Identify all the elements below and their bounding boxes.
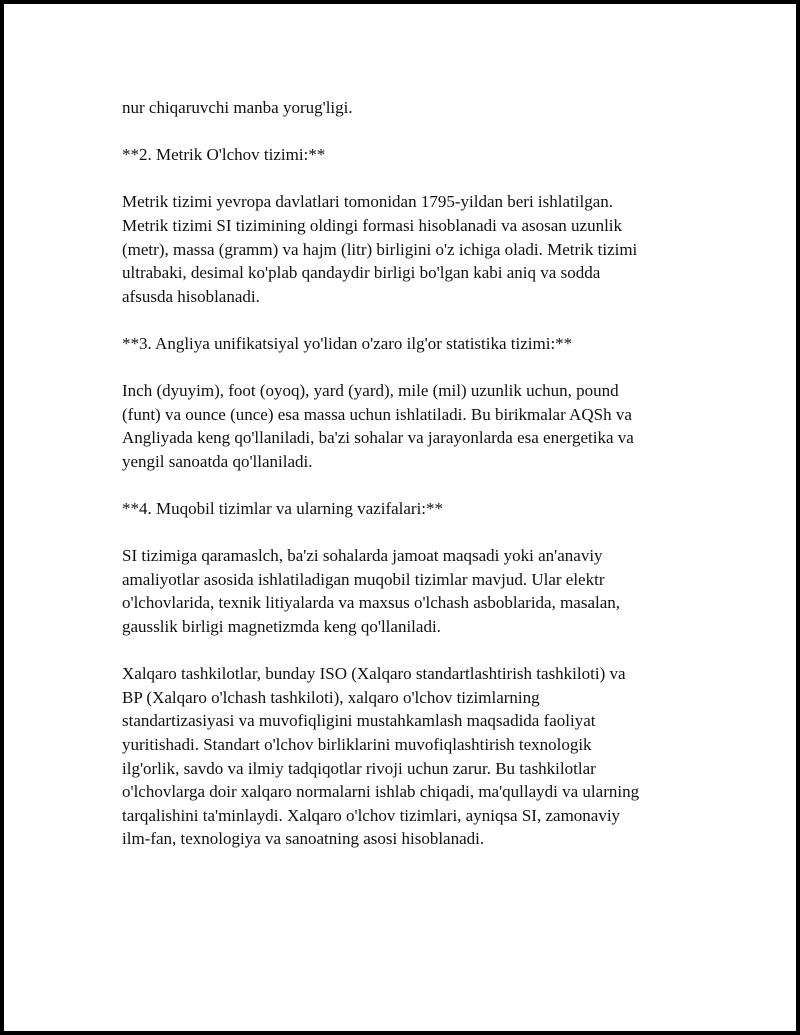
paragraph-imperial-system: Inch (dyuyim), foot (oyoq), yard (yard), mile (mil) uzunlik uchun, pound (funt) va ounce (unce) esa massa uchun ishlatiladi. Bu birikmalar AQSh va Angliyada keng qo'llaniladi, ba'zi sohalar va jarayonlarda esa energetika va yengil sanoatda qo'llaniladi.	[122, 381, 634, 471]
section-heading-metric-system: **2. Metrik O'lchov tizimi:**	[122, 145, 326, 165]
paragraph-continuation: nur chiqaruvchi manba yorug'ligi.	[122, 98, 353, 117]
paragraph-international-organizations: Xalqaro tashkilotlar, bunday ISO (Xalqaro standartlashtirish tashkiloti) va BP (Xalqaro o'lchash tashkiloti), xalqaro o'lchov tizimlarning standartizasiyasi va muvofiqligini mustahkamlash maqsadida faoliyat yuritishadi. Standart o'lchov birliklarini muvofiqlashtirish texnologik ilg'orlik, savdo va ilmiy tadqiqotlar rivoji uchun zarur. Bu tashkilotlar o'lchovlarga doir xalqaro normalarni ishlab chiqadi, ma'qullaydi va ularning tarqalishini ta'minlaydi. Xalqaro o'lchov tizimlari, ayniqsa SI, zamonaviy ilm-fan, texnologiya va sanoatning asosi hisoblanadi.	[122, 664, 640, 849]
paragraph-alternative-systems: SI tizimiga qaramaslch, ba'zi sohalarda jamoat maqsadi yoki an'anaviy amaliyotlar asosida ishlatiladigan muqobil tizimlar mavjud. Ular elektr o'lchovlarida, texnik litiyalarda va maxsus o'lchash asboblarida, masalan, gausslik birligi magnetizmda keng qo'llaniladi.	[122, 546, 621, 637]
paragraph-metric-system: Metrik tizimi yevropa davlatlari tomonidan 1795-yildan beri ishlatilgan. Metrik tizimi SI tizimining oldingi formasi hisoblanadi va asosan uzunlik (metr), massa (gramm) va hajm (litr) birligini o'z ichiga oladi. Metrik tizimi ultrabaki, desimal ko'plab qandaydir birligi bo'lgan kabi aniq va sodda afsusda hisoblanadi.	[122, 192, 638, 306]
section-heading-imperial-system: **3. Angliya unifikatsiyal yo'lidan o'zaro ilg'or statistika tizimi:**	[122, 333, 573, 353]
page-content	[122, 96, 694, 875]
section-heading-alternative-systems: **4. Muqobil tizimlar va ularning vazifalari:**	[122, 499, 444, 519]
